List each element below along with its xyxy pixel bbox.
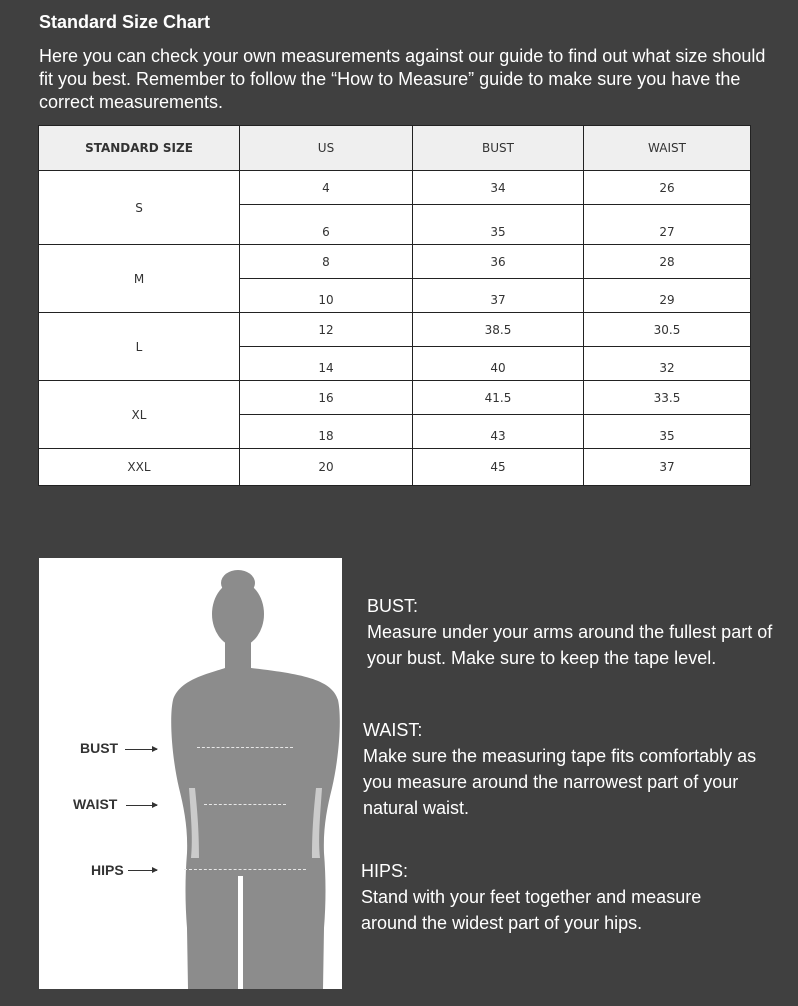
- bust-arrow-icon: [125, 749, 157, 750]
- bust-text: Measure under your arms around the fullest part of your bust. Make sure to keep the tape level.: [367, 622, 773, 668]
- waist-note: [363, 717, 788, 821]
- table-row: [39, 381, 751, 415]
- bust-note: [367, 593, 777, 671]
- us-cell: 8: [240, 245, 413, 279]
- waist-guide-line: [204, 804, 286, 805]
- page-title: Standard Size Chart: [39, 12, 211, 32]
- bust-heading: BUST:: [367, 596, 419, 616]
- table-row: [39, 245, 751, 279]
- us-cell: 16: [240, 381, 413, 415]
- waist-text: Make sure the measuring tape fits comfortably as you measure around the narrowest part of your natural waist.: [363, 746, 757, 818]
- us-cell: 4: [240, 171, 413, 205]
- waist-label: WAIST: [73, 796, 118, 812]
- bust-cell: 40: [413, 347, 584, 381]
- size-cell: XXL: [39, 449, 240, 486]
- size-cell: S: [39, 171, 240, 245]
- hips-heading: HIPS:: [361, 861, 409, 881]
- table-header-row: [39, 126, 751, 171]
- header-waist: WAIST: [584, 126, 751, 171]
- size-cell: M: [39, 245, 240, 313]
- waist-cell: 30.5: [584, 313, 751, 347]
- size-cell: XL: [39, 381, 240, 449]
- bust-cell: 43: [413, 415, 584, 449]
- us-cell: 14: [240, 347, 413, 381]
- hips-label: HIPS: [91, 862, 124, 878]
- hips-arrow-icon: [128, 870, 157, 871]
- bust-cell: 38.5: [413, 313, 584, 347]
- bust-cell: 37: [413, 279, 584, 313]
- us-cell: 10: [240, 279, 413, 313]
- hips-text: Stand with your feet together and measure around the widest part of your hips.: [361, 887, 702, 933]
- size-chart-table: [38, 125, 751, 486]
- intro-text: Here you can check your own measurements against our guide to find out what size should fit you best. Remember to follow the “How to Measure” guide to make sure you have the correct measurements.: [39, 46, 766, 112]
- us-cell: 12: [240, 313, 413, 347]
- bust-cell: 35: [413, 205, 584, 245]
- table-row: [39, 449, 751, 486]
- hips-note: [361, 858, 741, 936]
- bust-cell: 36: [413, 245, 584, 279]
- bust-cell: 41.5: [413, 381, 584, 415]
- waist-cell: 33.5: [584, 381, 751, 415]
- hips-guide-line: [184, 869, 306, 870]
- bust-guide-line: [197, 747, 293, 748]
- header-standard-size: STANDARD SIZE: [39, 126, 240, 171]
- table-row: [39, 313, 751, 347]
- bust-cell: 45: [413, 449, 584, 486]
- header-us: US: [240, 126, 413, 171]
- waist-cell: 32: [584, 347, 751, 381]
- waist-cell: 35: [584, 415, 751, 449]
- bust-cell: 34: [413, 171, 584, 205]
- us-cell: 6: [240, 205, 413, 245]
- table-row: [39, 171, 751, 205]
- waist-arrow-icon: [126, 805, 157, 806]
- body-silhouette-icon: [39, 558, 342, 989]
- waist-heading: WAIST:: [363, 720, 423, 740]
- measurement-figure: [39, 558, 342, 989]
- us-cell: 18: [240, 415, 413, 449]
- waist-cell: 27: [584, 205, 751, 245]
- waist-cell: 37: [584, 449, 751, 486]
- bust-label: BUST: [80, 740, 119, 756]
- us-cell: 20: [240, 449, 413, 486]
- waist-cell: 26: [584, 171, 751, 205]
- size-cell: L: [39, 313, 240, 381]
- waist-cell: 29: [584, 279, 751, 313]
- header-bust: BUST: [413, 126, 584, 171]
- waist-cell: 28: [584, 245, 751, 279]
